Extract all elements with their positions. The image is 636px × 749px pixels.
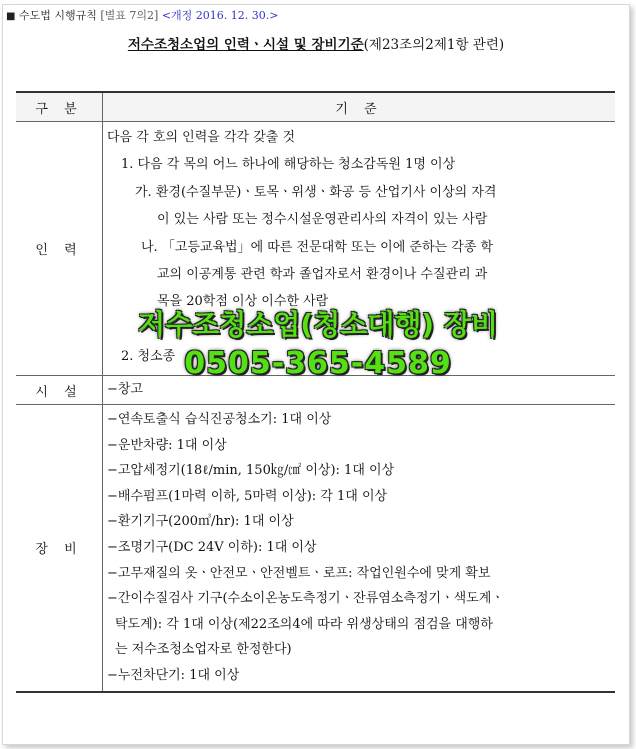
header-standard: 기 준: [103, 92, 616, 122]
manpower-line: 다음 각 호의 인력을 각각 갖출 것: [107, 130, 296, 145]
equipment-line: −고무재질의 옷ㆍ안전모ㆍ안전벨트ㆍ로프: 작업인원수에 맞게 확보: [107, 565, 491, 581]
manpower-line: 가. 환경(수질부문)ㆍ토목ㆍ위생ㆍ화공 등 산업기사 이상의 자격: [135, 184, 497, 200]
manpower-line: 나. 「고등교육법」에 따른 전문대학 또는 이에 준하는 각종 학: [141, 239, 494, 255]
annex-number: [별표 7의2]: [100, 9, 159, 22]
manpower-line: 1. 다음 각 목의 어느 하나에 해당하는 청소감독원 1명 이상: [121, 157, 456, 173]
equipment-line: −배수펌프(1마력 이하, 5마력 이상): 각 1대 이상: [107, 488, 388, 504]
equipment-line: −간이수질검사 기구(수소이온농도측정기ㆍ잔류염소측정기ㆍ색도계ㆍ: [107, 591, 504, 607]
promo-phone[interactable]: 0505-365-4589: [184, 346, 452, 381]
equipment-line: −환기기구(200㎥/hr): 1대 이상: [107, 514, 294, 530]
equipment-line: −연속토출식 습식진공청소기: 1대 이상: [107, 412, 332, 427]
standards-table: [16, 91, 615, 693]
title-main: 저수조청소업의 인력ㆍ시설 및 장비기준: [127, 37, 364, 53]
manpower-line: 이 있는 사람 또는 정수시설운영관리사의 자격이 있는 사람: [157, 212, 488, 228]
table-header-row: [16, 92, 615, 122]
category-manpower: 인 력: [16, 122, 103, 376]
equipment-line: −고압세정기(18ℓ/min, 150㎏/㎠ 이상): 1대 이상: [107, 463, 395, 479]
equipment-line: −누전차단기: 1대 이상: [107, 667, 240, 683]
equipment-line: 는 저수조청소업자로 한정한다): [115, 642, 292, 658]
category-facility: 시 설: [16, 376, 103, 405]
category-equipment: 장 비: [16, 405, 103, 692]
manpower-line: 목을 20학점 이상 이수한 사람: [157, 294, 329, 310]
equipment-content: [103, 405, 615, 691]
promo-title: 저수조청소업(청소대행) 장비: [138, 308, 498, 341]
promo-overlay: [0, 306, 636, 384]
square-bullet-icon: ■: [6, 11, 16, 22]
manpower-line: 교의 이공계통 관련 학과 졸업자로서 환경이나 수질관리 과: [157, 267, 488, 283]
equipment-line: −운반차량: 1대 이상: [107, 437, 227, 453]
law-header: [6, 8, 278, 24]
facility-value: −창고: [107, 382, 144, 397]
law-name: 수도법 시행규칙: [18, 9, 97, 22]
equipment-line: −조명기구(DC 24V 이하): 1대 이상: [107, 539, 317, 555]
table-row-equipment: [16, 405, 615, 692]
manpower-line: 2. 청소종: [121, 348, 176, 364]
document-title: [16, 28, 616, 62]
title-reference: (제23조의2제1항 관련): [363, 37, 505, 53]
revision-date: <개정 2016. 12. 30.>: [161, 9, 279, 22]
equipment-line: 탁도계): 각 1대 이상(제22조의4에 따라 위생상태의 점검을 대행하: [115, 616, 493, 632]
header-category: 구 분: [16, 92, 103, 122]
